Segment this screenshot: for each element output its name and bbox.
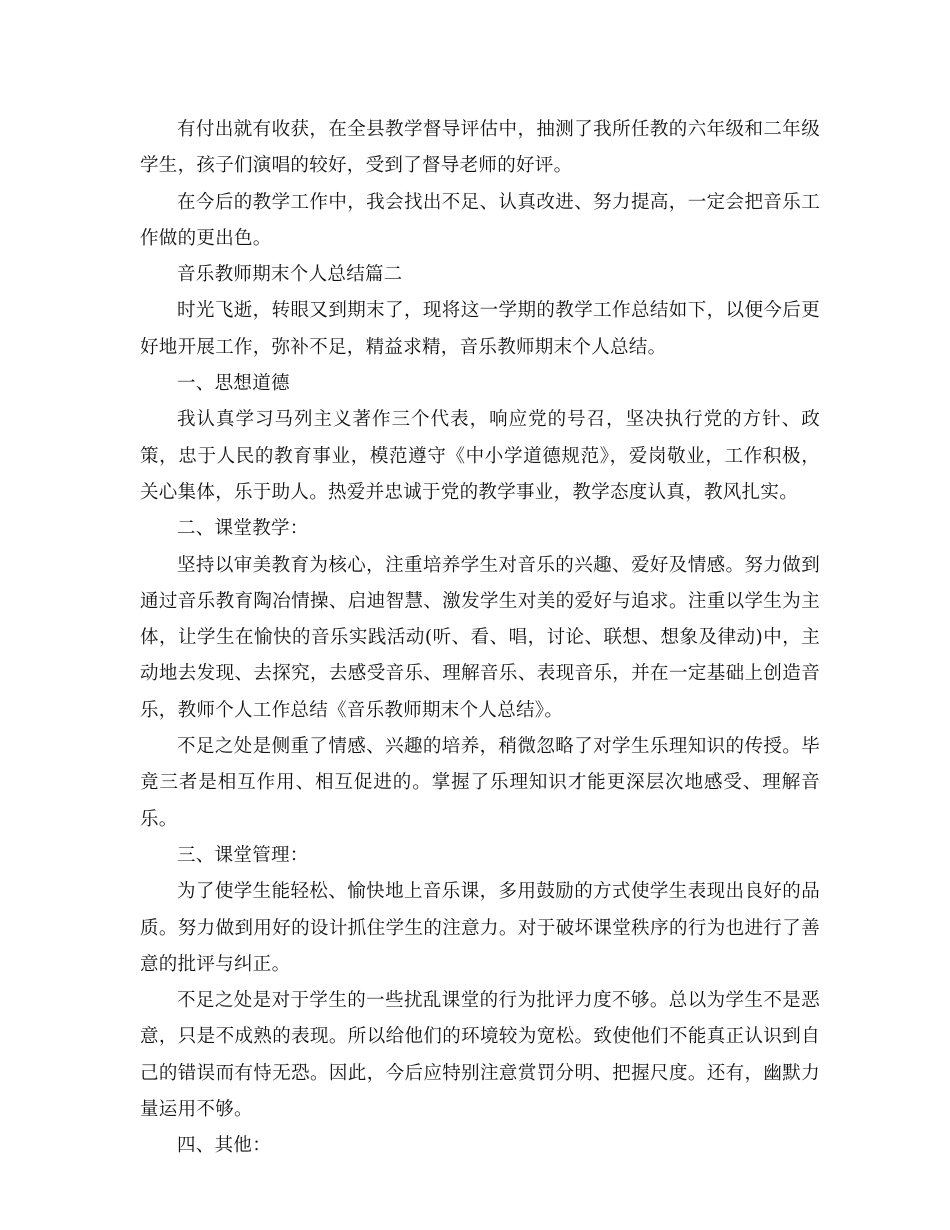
paragraph-management-shortcoming: 不足之处是对于学生的一些扰乱课堂的行为批评力度不够。总以为学生不是恶意，只是不成熟的表现。所以给他们的环境较为宽松。致使他们不能真正认识到自己的错误而有恃无恐。因此，今后应特别注意赏罚分明、把握尺度。还有，幽默力量运用不够。 <box>140 990 820 1121</box>
paragraph-teaching-shortcoming: 不足之处是侧重了情感、兴趣的培养，稍微忽略了对学生乐理知识的传授。毕竟三者是相互作用、相互促进的。掌握了乐理知识才能更深层次地感受、理解音乐。 <box>140 736 820 830</box>
section-title-part-two: 音乐教师期末个人总结篇二 <box>177 264 403 286</box>
paragraph-future-work: 在今后的教学工作中，我会找出不足、认真改进、努力提高，一定会把音乐工作做的更出色。 <box>140 191 820 249</box>
paragraph-ideology: 我认真学习马列主义著作三个代表，响应党的号召，坚决执行党的方针、政策，忠于人民的教育事业，模范遵守《中小学道德规范》，爱岗敬业，工作积极，关心集体，乐于助人。热爱并忠诚于党的教学事业，教学态度认真，教风扎实。 <box>140 409 820 503</box>
document-body <box>140 112 820 1165</box>
heading-classroom-management: 三、课堂管理： <box>177 844 309 866</box>
paragraph-harvest: 有付出就有收获，在全县教学督导评估中，抽测了我所任教的六年级和二年级学生，孩子们演唱的较好，受到了督导老师的好评。 <box>140 119 820 177</box>
paragraph-classroom-management: 为了使学生能轻松、愉快地上音乐课，多用鼓励的方式使学生表现出良好的品质。努力做到用好的设计抓住学生的注意力。对于破坏课堂秩序的行为也进行了善意的批评与纠正。 <box>140 881 820 975</box>
heading-ideology: 一、思想道德 <box>177 373 290 395</box>
paragraph-intro: 时光飞逝，转眼又到期末了，现将这一学期的教学工作总结如下，以便今后更好地开展工作，弥补不足，精益求精，音乐教师期末个人总结。 <box>140 300 820 358</box>
paragraph-classroom-teaching: 坚持以审美教育为核心，注重培养学生对音乐的兴趣、爱好及情感。努力做到通过音乐教育陶冶情操、启迪智慧、激发学生对美的爱好与追求。注重以学生为主体，让学生在愉快的音乐实践活动(听、看、唱，讨论、联想、想象及律动)中，主动地去发现、去探究，去感受音乐、理解音乐、表现音乐，并在一定基础上创造音乐，教师个人工作总结《音乐教师期末个人总结》。 <box>140 554 820 721</box>
heading-classroom-teaching: 二、课堂教学： <box>177 518 309 540</box>
heading-other: 四、其他： <box>177 1135 272 1157</box>
